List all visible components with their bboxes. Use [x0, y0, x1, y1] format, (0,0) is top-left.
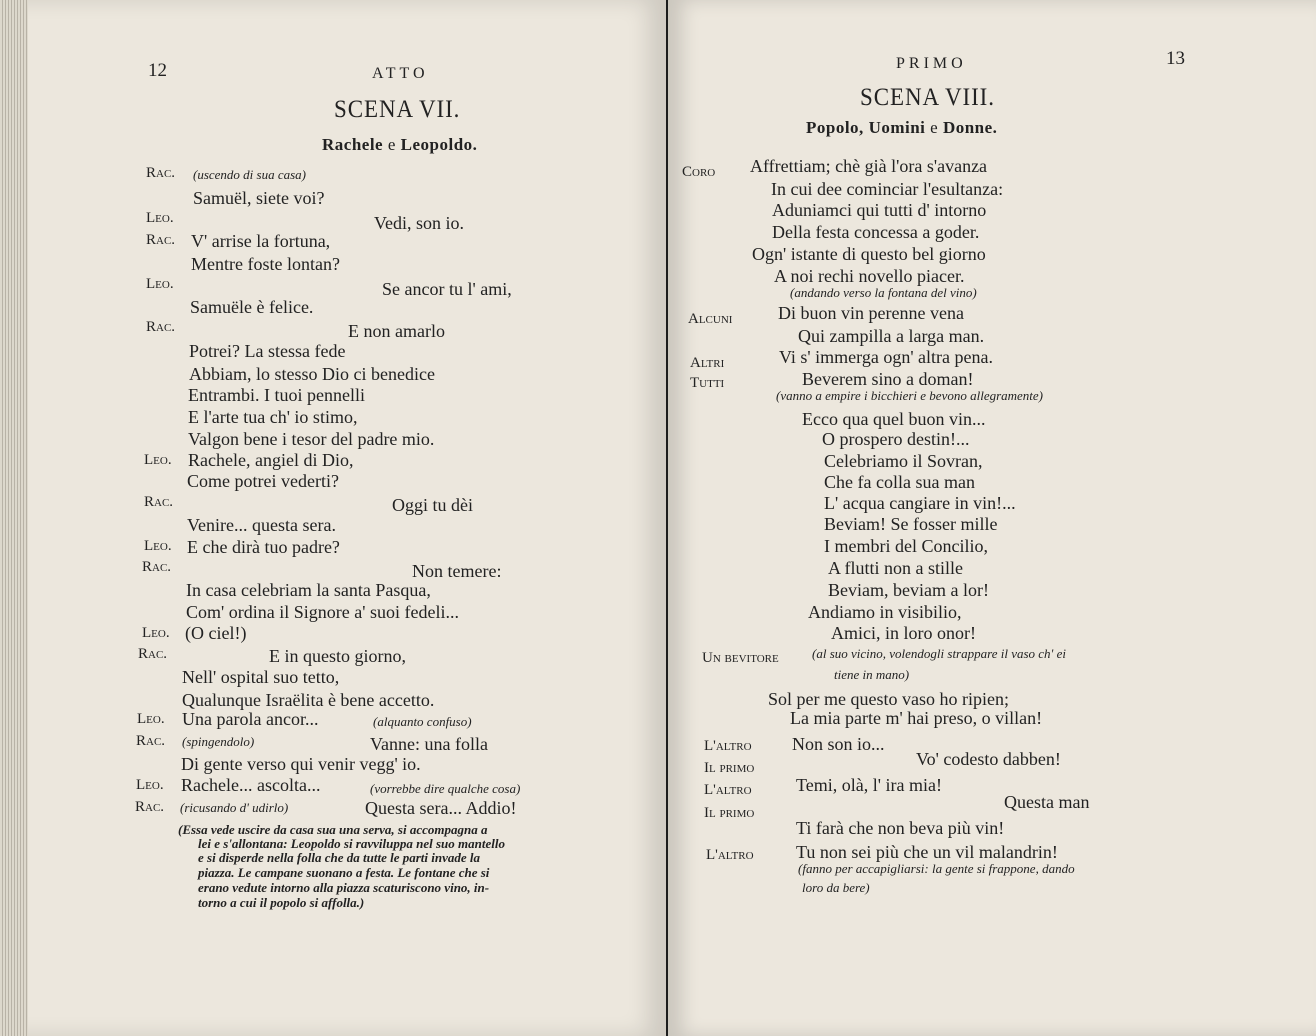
stage-direction: (vanno a empire i bicchieri e bevono allegramente): [776, 388, 1044, 403]
verse-line: Temi, olà, l' ira mia!: [796, 775, 942, 795]
stage-direction: (vorrebbe dire qualche cosa): [370, 781, 521, 796]
speaker-label: Leo.: [137, 711, 165, 727]
running-head: PRIMO: [896, 55, 967, 72]
speaker-label: Rac.: [146, 319, 176, 335]
verse-line: L' acqua cangiare in vin!...: [824, 493, 1016, 513]
speaker-label: Leo.: [146, 210, 174, 226]
speaker-label: Il primo: [704, 805, 755, 821]
verse-line: Non temere:: [412, 561, 502, 581]
verse-line: Com' ordina il Signore a' suoi fedeli...: [186, 602, 459, 622]
speaker-label: Leo.: [146, 276, 174, 292]
verse-line: Rachele... ascolta...: [181, 775, 321, 795]
speaker-label: L'altro: [704, 782, 752, 798]
verse-line: V' arrise la fortuna,: [191, 231, 331, 251]
verse-line: Una parola ancor...: [182, 709, 319, 729]
character-name: Rachele: [322, 135, 384, 154]
verse-line: Ecco qua quel buon vin...: [802, 409, 986, 429]
conjunction: e: [387, 135, 396, 154]
verse-line: La mia parte m' hai preso, o villan!: [790, 708, 1043, 728]
speaker-label: Leo.: [142, 625, 170, 641]
verse-line: (O ciel!): [185, 623, 247, 643]
verse-line: Aduniamci qui tutti d' intorno: [772, 200, 987, 220]
speaker-label: Leo.: [136, 777, 164, 793]
page-number: 12: [148, 60, 167, 81]
closing-direction-line: torno a cui il popolo si affolla.): [198, 895, 365, 910]
closing-direction-line: erano vedute intorno alla piazza scaturiscono vino, in-: [198, 880, 490, 895]
stage-direction: tiene in mano): [834, 667, 910, 682]
verse-line: In cui dee cominciar l'esultanza:: [771, 179, 1004, 199]
scene-title: SCENA VII.: [334, 96, 461, 123]
verse-line: Andiamo in visibilio,: [808, 602, 962, 622]
verse-line: Entrambi. I tuoi pennelli: [188, 385, 365, 405]
verse-line: Come potrei vederti?: [187, 471, 339, 491]
stage-direction: (alquanto confuso): [373, 714, 472, 729]
speaker-label: Leo.: [144, 452, 172, 468]
speaker-label: L'altro: [704, 738, 752, 754]
speaker-label: Rac.: [135, 799, 165, 815]
verse-line: Mentre foste lontan?: [191, 254, 340, 274]
verse-line: E l'arte tua ch' io stimo,: [188, 407, 358, 427]
page-edges: [0, 0, 28, 1036]
closing-direction-line: lei e s'allontana: Leopoldo si ravviluppa nel suo mantello: [198, 836, 505, 851]
verse-line: Nell' ospital suo tetto,: [182, 667, 340, 687]
stage-direction: loro da bere): [802, 880, 870, 895]
verse-line: Vanne: una folla: [370, 734, 488, 754]
verse-line: Se ancor tu l' ami,: [382, 279, 512, 299]
verse-line: Vi s' immerga ogn' altra pena.: [779, 347, 994, 367]
conjunction: e: [930, 118, 939, 137]
running-head: ATTO: [372, 65, 429, 82]
verse-line: Rachele, angiel di Dio,: [188, 450, 354, 470]
verse-line: Samuële è felice.: [190, 297, 314, 317]
verse-line: A flutti non a stille: [828, 558, 963, 578]
verse-line: Celebriamo il Sovran,: [824, 451, 983, 471]
verse-line: E in questo giorno,: [269, 646, 406, 666]
closing-direction-line: (Essa vede uscire da casa sua una serva, si accompagna a: [178, 822, 488, 837]
page-number: 13: [1166, 48, 1185, 69]
speaker-label: Rac.: [144, 494, 174, 510]
verse-line: E che dirà tuo padre?: [187, 537, 340, 557]
verse-line: Beviam! Se fosser mille: [824, 514, 998, 534]
speaker-label: Rac.: [146, 165, 176, 181]
verse-line: O prospero destin!...: [822, 429, 970, 449]
character-name: Uomini: [868, 118, 926, 137]
speaker-label: Alcuni: [688, 311, 733, 327]
verse-line: Tu non sei più che un vil malandrin!: [796, 842, 1058, 862]
character-name: Leopoldo.: [400, 135, 478, 154]
verse-line: Affrettiam; chè già l'ora s'avanza: [750, 156, 988, 176]
verse-line: Valgon bene i tesor del padre mio.: [188, 429, 435, 449]
speaker-label: Rac.: [136, 733, 166, 749]
stage-direction: (ricusando d' udirlo): [180, 800, 289, 815]
verse-line: Di buon vin perenne vena: [778, 303, 964, 323]
verse-line: Della festa concessa a goder.: [772, 222, 980, 242]
stage-direction: (fanno per accapigliarsi: la gente si frappone, dando: [798, 861, 1075, 876]
verse-line: Qui zampilla a larga man.: [798, 326, 985, 346]
verse-line: Amici, in loro onor!: [831, 623, 976, 643]
verse-line: Questa man: [1004, 792, 1090, 812]
verse-line: Abbiam, lo stesso Dio ci benedice: [189, 364, 435, 384]
scene-title: SCENA VIII.: [860, 84, 995, 111]
verse-line: Venire... questa sera.: [187, 515, 336, 535]
closing-direction-line: e si disperde nella folla che da tutte le parti invade la: [198, 850, 481, 865]
verse-line: Ti farà che non beva più vin!: [796, 818, 1005, 838]
scene-characters: [322, 135, 477, 155]
verse-line: Di gente verso qui venir vegg' io.: [181, 754, 421, 774]
stage-direction: (uscendo di sua casa): [193, 167, 307, 182]
stage-direction: (andando verso la fontana del vino): [790, 285, 977, 300]
verse-line: Questa sera... Addio!: [365, 798, 517, 818]
verse-line: Beviam, beviam a lor!: [828, 580, 989, 600]
verse-line: Ogn' istante di questo bel giorno: [752, 244, 986, 264]
speaker-label: Rac.: [142, 559, 172, 575]
verse-line: E non amarlo: [348, 321, 445, 341]
right-page: [668, 0, 1316, 1036]
verse-line: Vo' codesto dabben!: [916, 749, 1061, 769]
verse-line: Non son io...: [792, 734, 885, 754]
speaker-label: Un bevitore: [702, 650, 779, 666]
speaker-label: Rac.: [146, 232, 176, 248]
speaker-label: Coro: [682, 164, 716, 180]
scene-characters: [806, 118, 997, 138]
stage-direction: (al suo vicino, volendogli strappare il vaso ch' ei: [812, 646, 1066, 661]
character-name: Donne.: [942, 118, 998, 137]
speaker-label: Leo.: [144, 538, 172, 554]
speaker-label: Rac.: [138, 646, 168, 662]
speaker-label: Tutti: [690, 375, 725, 391]
speaker-label: Altri: [690, 355, 725, 371]
speaker-label: L'altro: [706, 847, 754, 863]
verse-line: Vedi, son io.: [374, 213, 464, 233]
verse-line: In casa celebriam la santa Pasqua,: [186, 580, 431, 600]
verse-line: Samuël, siete voi?: [193, 188, 325, 208]
verse-line: Oggi tu dèi: [392, 495, 473, 515]
verse-line: Beverem sino a doman!: [802, 369, 974, 389]
speaker-label: Il primo: [704, 760, 755, 776]
verse-line: Potrei? La stessa fede: [189, 341, 346, 361]
closing-direction-line: piazza. Le campane suonano a festa. Le fontane che si: [198, 865, 490, 880]
verse-line: I membri del Concilio,: [824, 536, 988, 556]
verse-line: Sol per me questo vaso ho ripien;: [768, 689, 1009, 709]
verse-line: Che fa colla sua man: [824, 472, 975, 492]
verse-line: Qualunque Israëlita è bene accetto.: [182, 690, 435, 710]
verse-line: A noi rechi novello piacer.: [774, 266, 965, 286]
character-name: Popolo,: [806, 118, 864, 137]
stage-direction: (spingendolo): [182, 734, 255, 749]
